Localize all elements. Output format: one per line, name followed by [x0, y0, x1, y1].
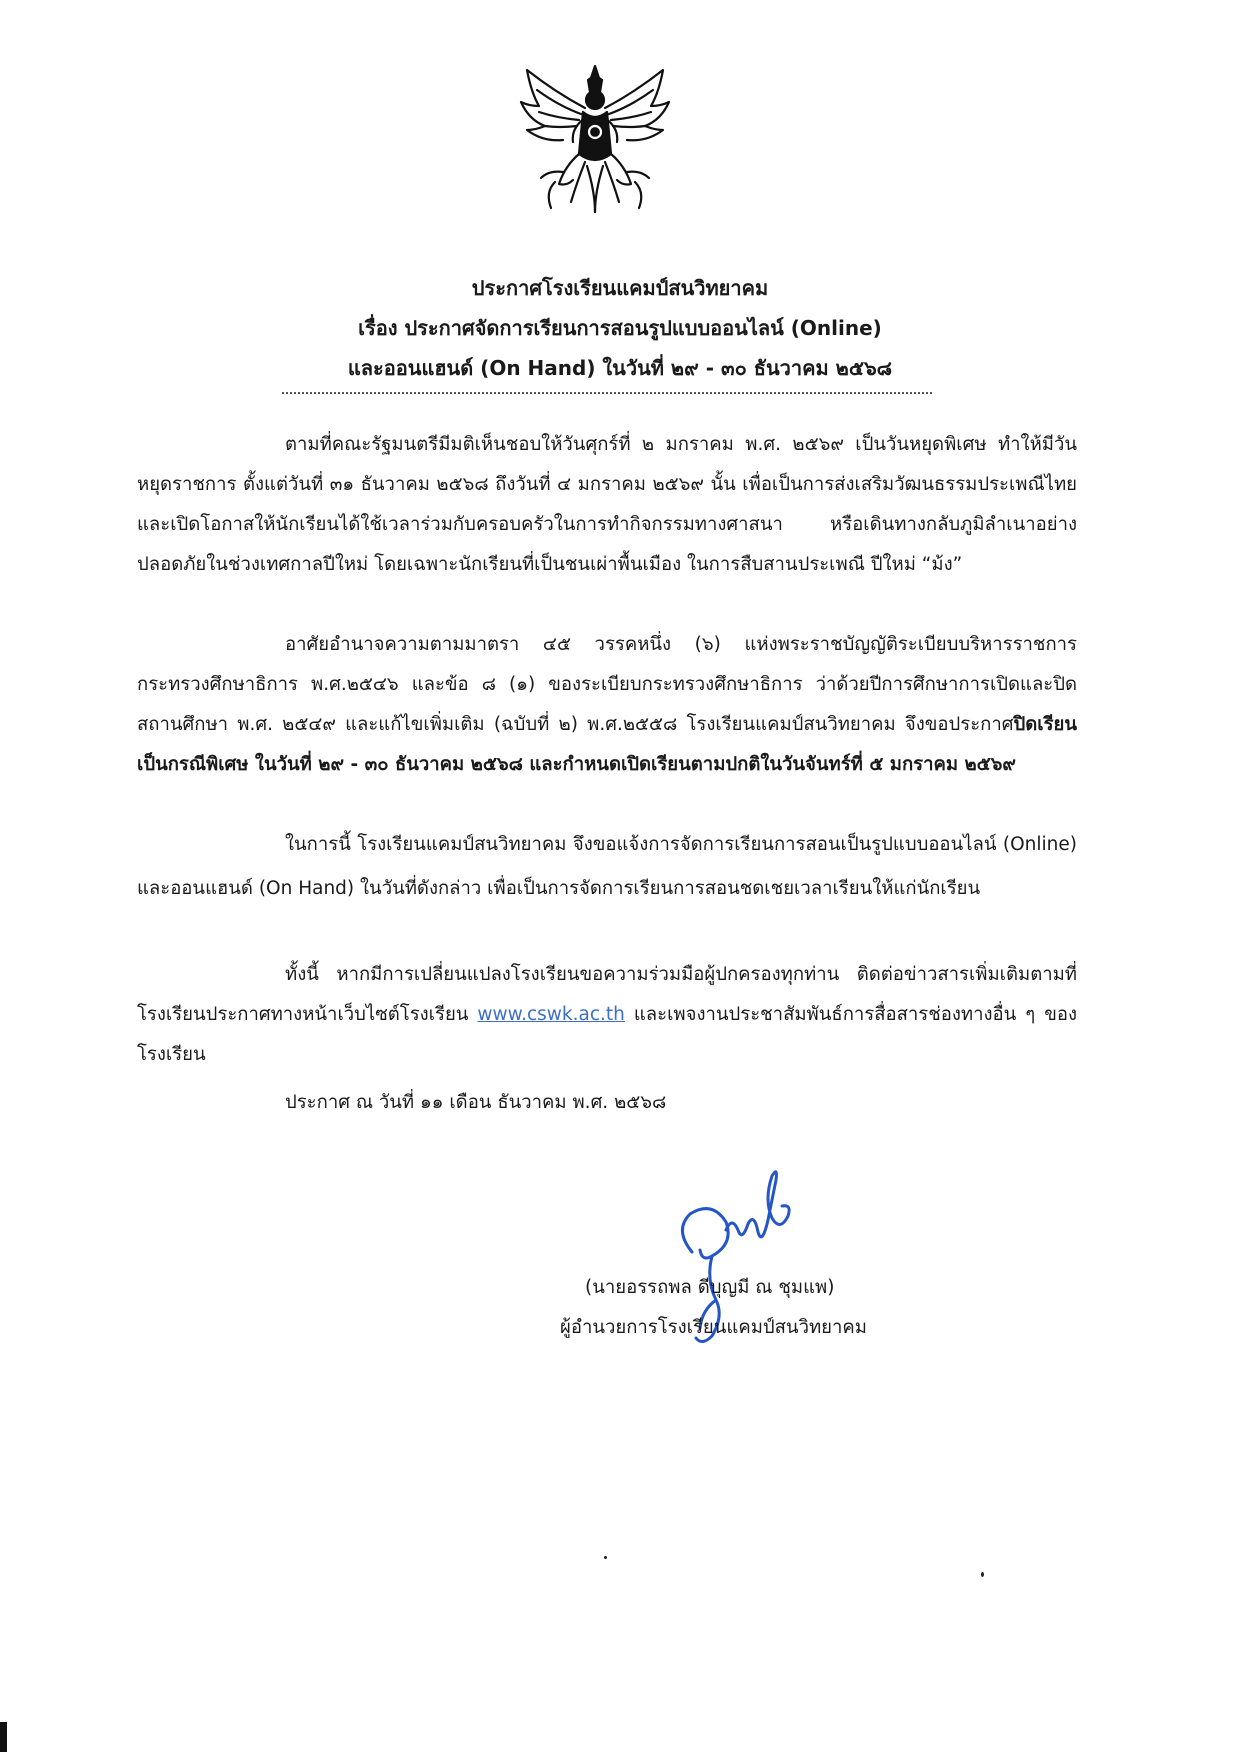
- paragraph-3-text: ในการนี้ โรงเรียนแคมป์สนวิทยาคม จึงขอแจ้งการจัดการเรียนการสอนเป็นรูปแบบออนไลน์ (Online) และออนแฮนด์ (On Hand) ในวันที่ดังกล่าว เพื่อเป็นการจัดการเรียนการสอนชดเชยเวลาเรียนให้แก่นักเรียน: [137, 834, 1077, 899]
- paragraph-2: [137, 625, 1077, 785]
- announcement-heading: [0, 268, 1240, 388]
- paragraph-1-text: ตามที่คณะรัฐมนตรีมีมติเห็นชอบให้วันศุกร์ที่ ๒ มกราคม พ.ศ. ๒๕๖๙ เป็นวันหยุดพิเศษ ทำให้มีวันหยุดราชการ ตั้งแต่วันที่ ๓๑ ธันวาคม ๒๕๖๘ ถึงวันที่ ๔ มกราคม ๒๕๖๙ นั้น เพื่อเป็นการส่งเสริมวัฒนธรรมประเพณีไทย และเปิดโอกาสให้นักเรียนได้ใช้เวลาร่วมกับครอบครัวในการทำกิจกรรมทางศาสนา หรือเดินทางกลับภูมิลำเนาอย่างปลอดภัยในช่วงเทศกาลปีใหม่ โดยเฉพาะนักเรียนที่เป็นชนเผ่าพื้นเมือง ในการสืบสานประเพณี ปีใหม่ “ม้ง”: [137, 434, 1077, 575]
- signatory-name: (นายอรรถพล ดีบุญมี ณ ชุมแพ): [585, 1277, 835, 1298]
- paragraph-4: [137, 955, 1077, 1075]
- garuda-emblem: [515, 62, 675, 214]
- paragraph-1: [137, 425, 1077, 585]
- paragraph-3: [137, 823, 1077, 911]
- heading-line-3: และออนแฮนด์ (On Hand) ในวันที่ ๒๙ - ๓๐ ธันวาคม ๒๕๖๘: [347, 356, 893, 380]
- paragraph-4-before: ทั้งนี้ หากมีการเปลี่ยนแปลงโรงเรียนขอความร่วมมือผู้ปกครองทุกท่าน ติดต่อข่าวสารเพิ่มเติมตามที่โรงเรียนประกาศทางหน้าเว็บไซต์โรงเรียน: [137, 964, 1077, 1025]
- website-link[interactable]: www.cswk.ac.th: [477, 1004, 625, 1025]
- paragraph-4-after: และเพจงานประชาสัมพันธ์การสื่อสารช่องทางอื่น ๆ ของโรงเรียน: [137, 1004, 1078, 1065]
- heading-line-2: เรื่อง ประกาศจัดการเรียนการสอนรูปแบบออนไลน์ (Online): [358, 316, 882, 340]
- dotted-divider: [282, 392, 932, 394]
- scan-speck: [604, 1556, 607, 1559]
- paragraph-2-normal: อาศัยอำนาจความตามมาตรา ๔๕ วรรคหนึ่ง (๖) แห่งพระราชบัญญัติระเบียบบริหารราชการกระทรวงศึกษาธิการ พ.ศ.๒๕๔๖ และข้อ ๘ (๑) ของระเบียบกระทรวงศึกษาธิการ ว่าด้วยปีการศึกษาการเปิดและปิดสถานศึกษา พ.ศ. ๒๕๔๙ และแก้ไขเพิ่มเติม (ฉบับที่ ๒) พ.ศ.๒๕๕๘ โรงเรียนแคมป์สนวิทยาคม จึงขอประกาศ: [137, 634, 1077, 735]
- paragraph-2-text: [137, 625, 1077, 785]
- announcement-date: ประกาศ ณ วันที่ ๑๑ เดือน ธันวาคม พ.ศ. ๒๕๖๘: [285, 1092, 667, 1113]
- scan-speck: [981, 1572, 984, 1577]
- signatory-title: ผู้อำนวยการโรงเรียนแคมป์สนวิทยาคม: [560, 1317, 867, 1338]
- paragraph-2-bold: ปิดเรียนเป็นกรณีพิเศษ ในวันที่ ๒๙ - ๓๐ ธันวาคม ๒๕๖๘ และกำหนดเปิดเรียนตามปกติในวันจันทร์ที่ ๕ มกราคม ๒๕๖๙: [137, 714, 1077, 775]
- heading-line-1: ประกาศโรงเรียนแคมป์สนวิทยาคม: [471, 276, 769, 300]
- paragraph-4-text: [137, 955, 1077, 1075]
- scan-edge-mark: [0, 1722, 7, 1752]
